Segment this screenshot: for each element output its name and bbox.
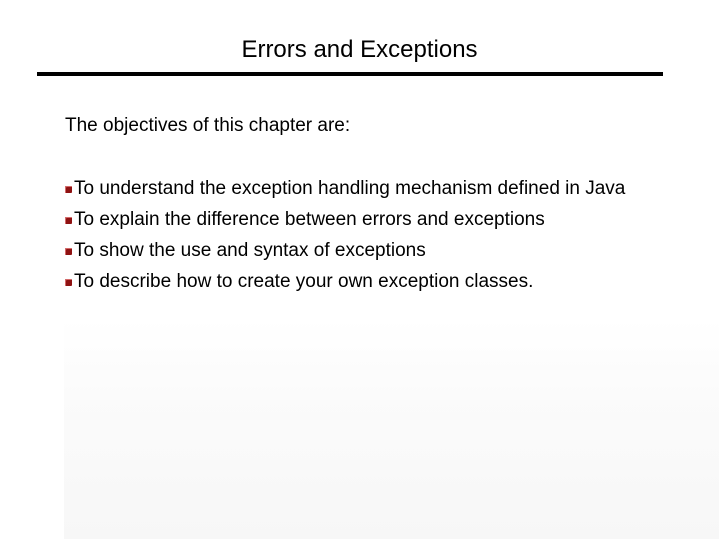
background-shade [64, 318, 719, 539]
square-bullet-icon [65, 279, 72, 286]
list-item [65, 269, 655, 295]
intro-text: The objectives of this chapter are: [65, 115, 351, 136]
list-item [65, 207, 655, 233]
list-item-text: To describe how to create your own exception classes. [74, 271, 534, 292]
list-item [65, 238, 655, 264]
title-divider [37, 72, 663, 76]
list-item-text: To show the use and syntax of exceptions [74, 240, 426, 261]
slide-title: Errors and Exceptions [241, 36, 478, 63]
square-bullet-icon [65, 186, 72, 193]
list-item [65, 176, 655, 202]
square-bullet-icon [65, 217, 72, 224]
objectives-list [65, 176, 655, 300]
list-item-text: To explain the difference between errors and exceptions [74, 209, 545, 230]
square-bullet-icon [65, 248, 72, 255]
list-item-text: To understand the exception handling mechanism defined in Java [74, 178, 626, 199]
